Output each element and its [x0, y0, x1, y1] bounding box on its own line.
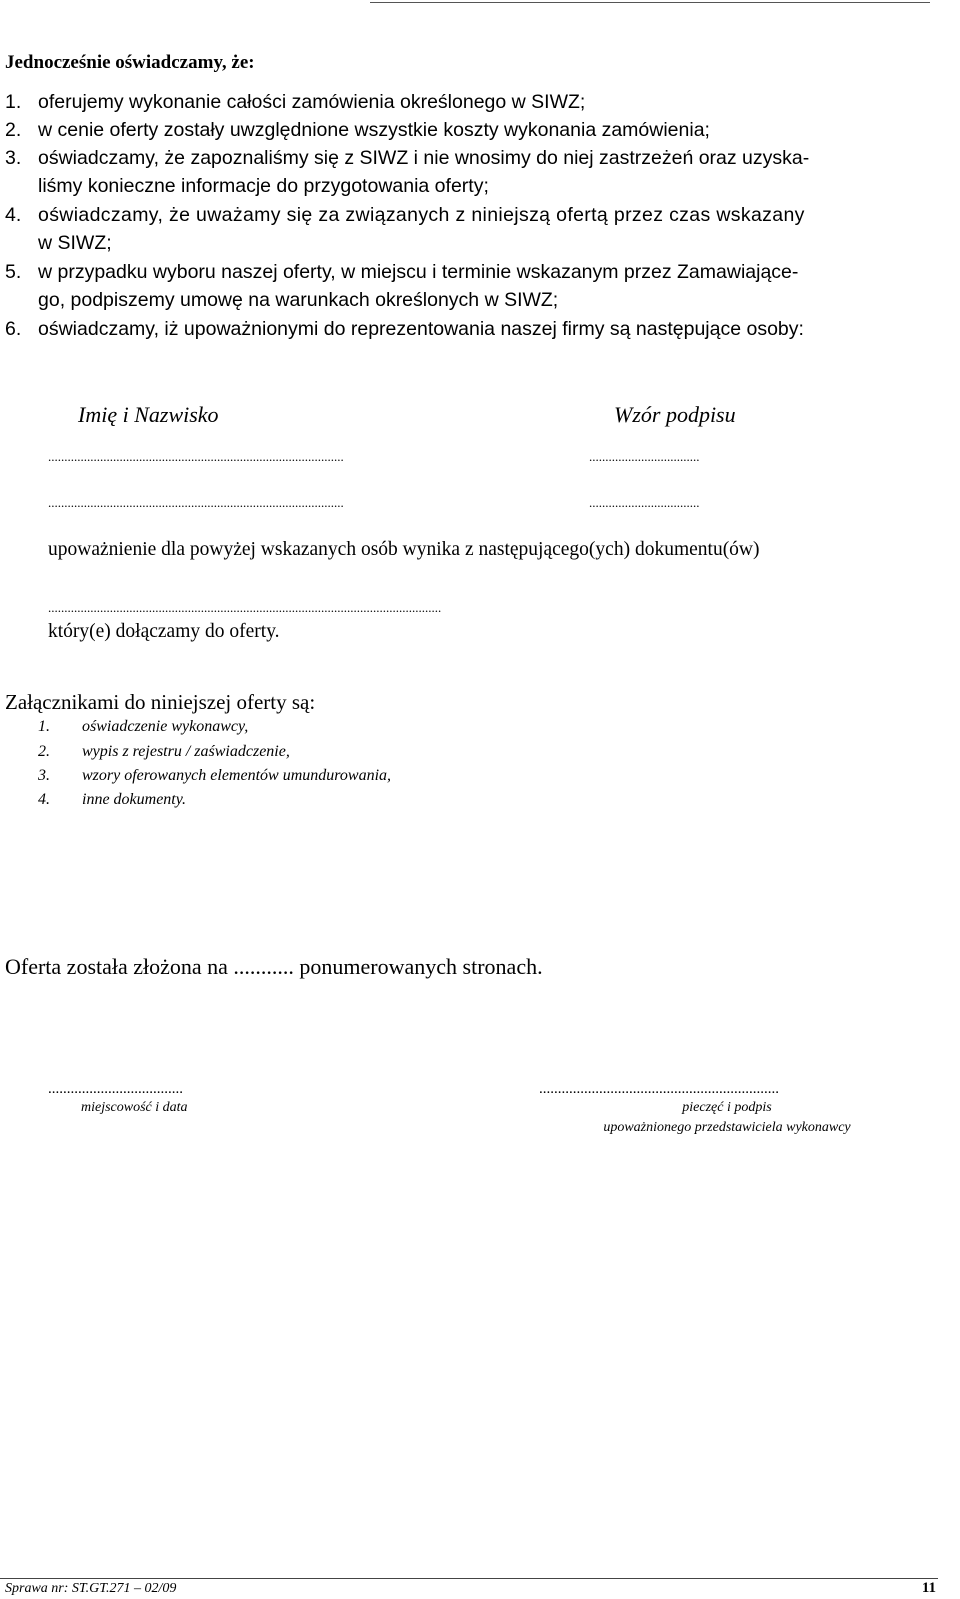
list-item: 3. oświadczamy, że zapoznaliśmy się z SIWZ i nie wnosimy do niej zastrzeżeń oraz uzyska-: [5, 147, 810, 169]
authorization-suffix: który(e) dołączamy do oferty.: [48, 621, 280, 642]
place-date-caption: miejscowość i data: [81, 1100, 188, 1115]
stamp-signature-field[interactable]: ................................................................: [539, 1081, 779, 1097]
list-item-continuation: w SIWZ;: [38, 232, 112, 254]
attachments-title: Załącznikami do niniejszej oferty są:: [5, 690, 316, 714]
list-item-continuation: liśmy konieczne informacje do przygotowania oferty;: [38, 175, 489, 197]
list-item: 6. oświadczamy, iż upoważnionymi do reprezentowania naszej firmy są następujące osoby:: [5, 318, 804, 340]
signature-field-2[interactable]: ..................................: [589, 495, 700, 510]
pages-statement: Oferta została złożona na ........... ponumerowanych stronach.: [5, 954, 543, 979]
list-item: 2. w cenie oferty zostały uwzględnione wszystkie koszty wykonania zamówienia;: [5, 119, 710, 141]
list-item: 1. oferujemy wykonanie całości zamówienia określonego w SIWZ;: [5, 91, 586, 113]
list-item: 4. oświadczamy, że uważamy się za związanych z niniejszą ofertą przez czas wskazany: [5, 204, 805, 226]
name-field-1[interactable]: ...........................................................................................: [48, 449, 344, 464]
place-date-field[interactable]: ....................................: [48, 1081, 183, 1097]
footer-rule: [0, 1578, 938, 1579]
stamp-signature-caption: pieczęć i podpis: [682, 1100, 772, 1115]
case-number: Sprawa nr: ST.GT.271 – 02/09: [5, 1581, 177, 1596]
name-field-2[interactable]: ...........................................................................................: [48, 495, 344, 510]
signature-column-header: Wzór podpisu: [614, 402, 736, 427]
representative-caption: upoważnionego przedstawiciela wykonawcy: [603, 1120, 851, 1135]
list-item: 5. w przypadku wyboru naszej oferty, w miejscu i terminie wskazanym przez Zamawiające-: [5, 261, 799, 283]
name-column-header: Imię i Nazwisko: [78, 402, 219, 427]
page-number: 11: [921, 1580, 936, 1596]
authorization-document-field[interactable]: .........................................................................................................................: [48, 600, 442, 615]
section-heading: Jednocześnie oświadczamy, że:: [5, 52, 255, 73]
header-rule: [370, 2, 930, 3]
signature-field-1[interactable]: ..................................: [589, 449, 700, 464]
authorization-text: upoważnienie dla powyżej wskazanych osób wynika z następującego(ych) dokumentu(ów): [48, 539, 760, 560]
list-item-continuation: go, podpiszemy umowę na warunkach określonych w SIWZ;: [38, 289, 559, 311]
